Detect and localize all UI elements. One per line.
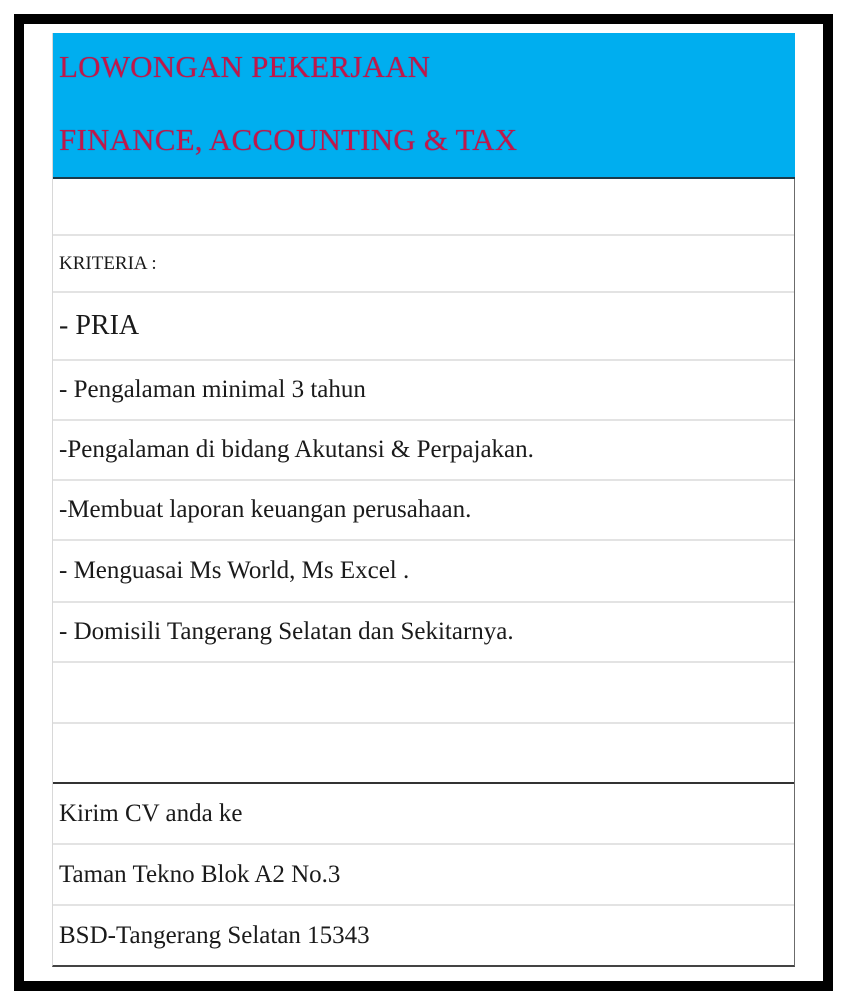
contact-address-line2: BSD-Tangerang Selatan 15343 (59, 921, 370, 949)
criteria-item-reports: -Membuat laporan keuangan perusahaan. (53, 481, 794, 541)
criteria-item-domicile: - Domisili Tangerang Selatan dan Sekitarnya. (53, 603, 794, 663)
empty-row (53, 724, 794, 784)
criteria-heading: KRITERIA : (53, 236, 794, 293)
contact-intro: Kirim CV anda ke (53, 784, 794, 845)
criteria-item-gender: - PRIA (53, 293, 794, 361)
empty-row (53, 663, 794, 724)
empty-row (53, 179, 794, 236)
criteria-item-experience: - Pengalaman minimal 3 tahun (53, 361, 794, 421)
criteria-item-software: - Menguasai Ms World, Ms Excel . (53, 541, 794, 603)
contact-address-line1: Taman Tekno Blok A2 No.3 (53, 845, 794, 906)
header-subtitle: FINANCE, ACCOUNTING & TAX (59, 122, 518, 157)
header-title: LOWONGAN PEKERJAAN (59, 49, 431, 84)
header-banner (53, 33, 795, 179)
criteria-item-field: -Pengalaman di bidang Akutansi & Perpajakan. (53, 421, 794, 481)
job-posting-card (52, 33, 795, 967)
